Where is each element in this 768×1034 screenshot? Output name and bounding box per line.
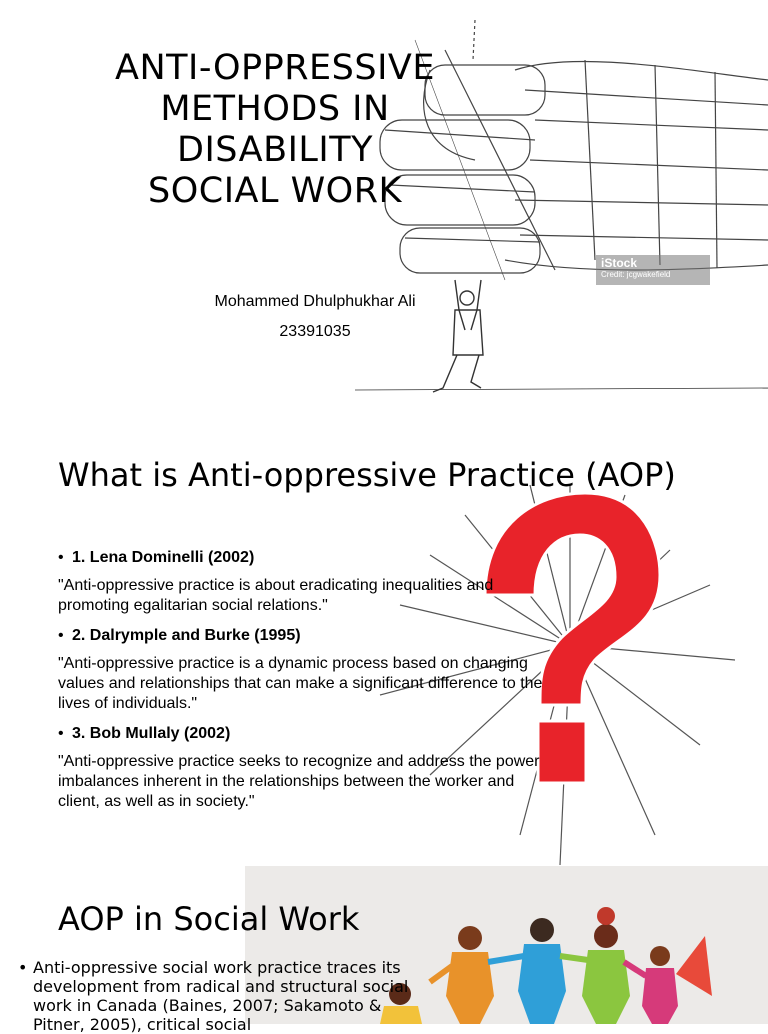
stock-watermark: [596, 255, 710, 285]
body-paragraph: • Anti-oppressive social work practice traces its development from radical and structural social work in Canada (Baines, 2007; Sakamoto & Pitner, 2005), critical social: [18, 958, 438, 1034]
slide-title: What is Anti-oppressive Practice (AOP): [58, 456, 676, 494]
watermark-credit: Credit: jcgwakefield: [601, 270, 671, 279]
definition-source: • 2. Dalrymple and Burke (1995): [58, 626, 558, 646]
author-name: Mohammed Dhulphukhar Ali: [214, 293, 416, 310]
definition-source: • 1. Lena Dominelli (2002): [58, 548, 558, 568]
presentation-title: [95, 48, 455, 212]
definition-quote: "Anti-oppressive practice seeks to recognize and address the power imbalances inherent in the relationships between the worker and client, as well as in society.": [58, 753, 540, 810]
title-slide: [0, 0, 768, 410]
definition-quote: "Anti-oppressive practice is a dynamic process based on changing values and relationships that can make a significant difference to the lives of individuals.": [58, 655, 543, 712]
aop-social-work-slide: [0, 866, 768, 1034]
slide-title: AOP in Social Work: [58, 900, 360, 938]
watermark-brand: iStock: [601, 256, 638, 270]
title-line: DISABILITY: [177, 130, 373, 170]
title-line: METHODS IN: [160, 89, 390, 129]
title-line: ANTI-OPPRESSIVE: [115, 48, 435, 88]
student-id: 23391035: [279, 323, 351, 340]
title-line: SOCIAL WORK: [147, 171, 403, 211]
definition-source: • 3. Bob Mullaly (2002): [58, 724, 558, 744]
definition-slide: [0, 430, 768, 850]
definitions-list: [58, 548, 558, 822]
definition-quote: "Anti-oppressive practice is about eradicating inequalities and promoting egalitarian social relations.": [58, 577, 494, 614]
